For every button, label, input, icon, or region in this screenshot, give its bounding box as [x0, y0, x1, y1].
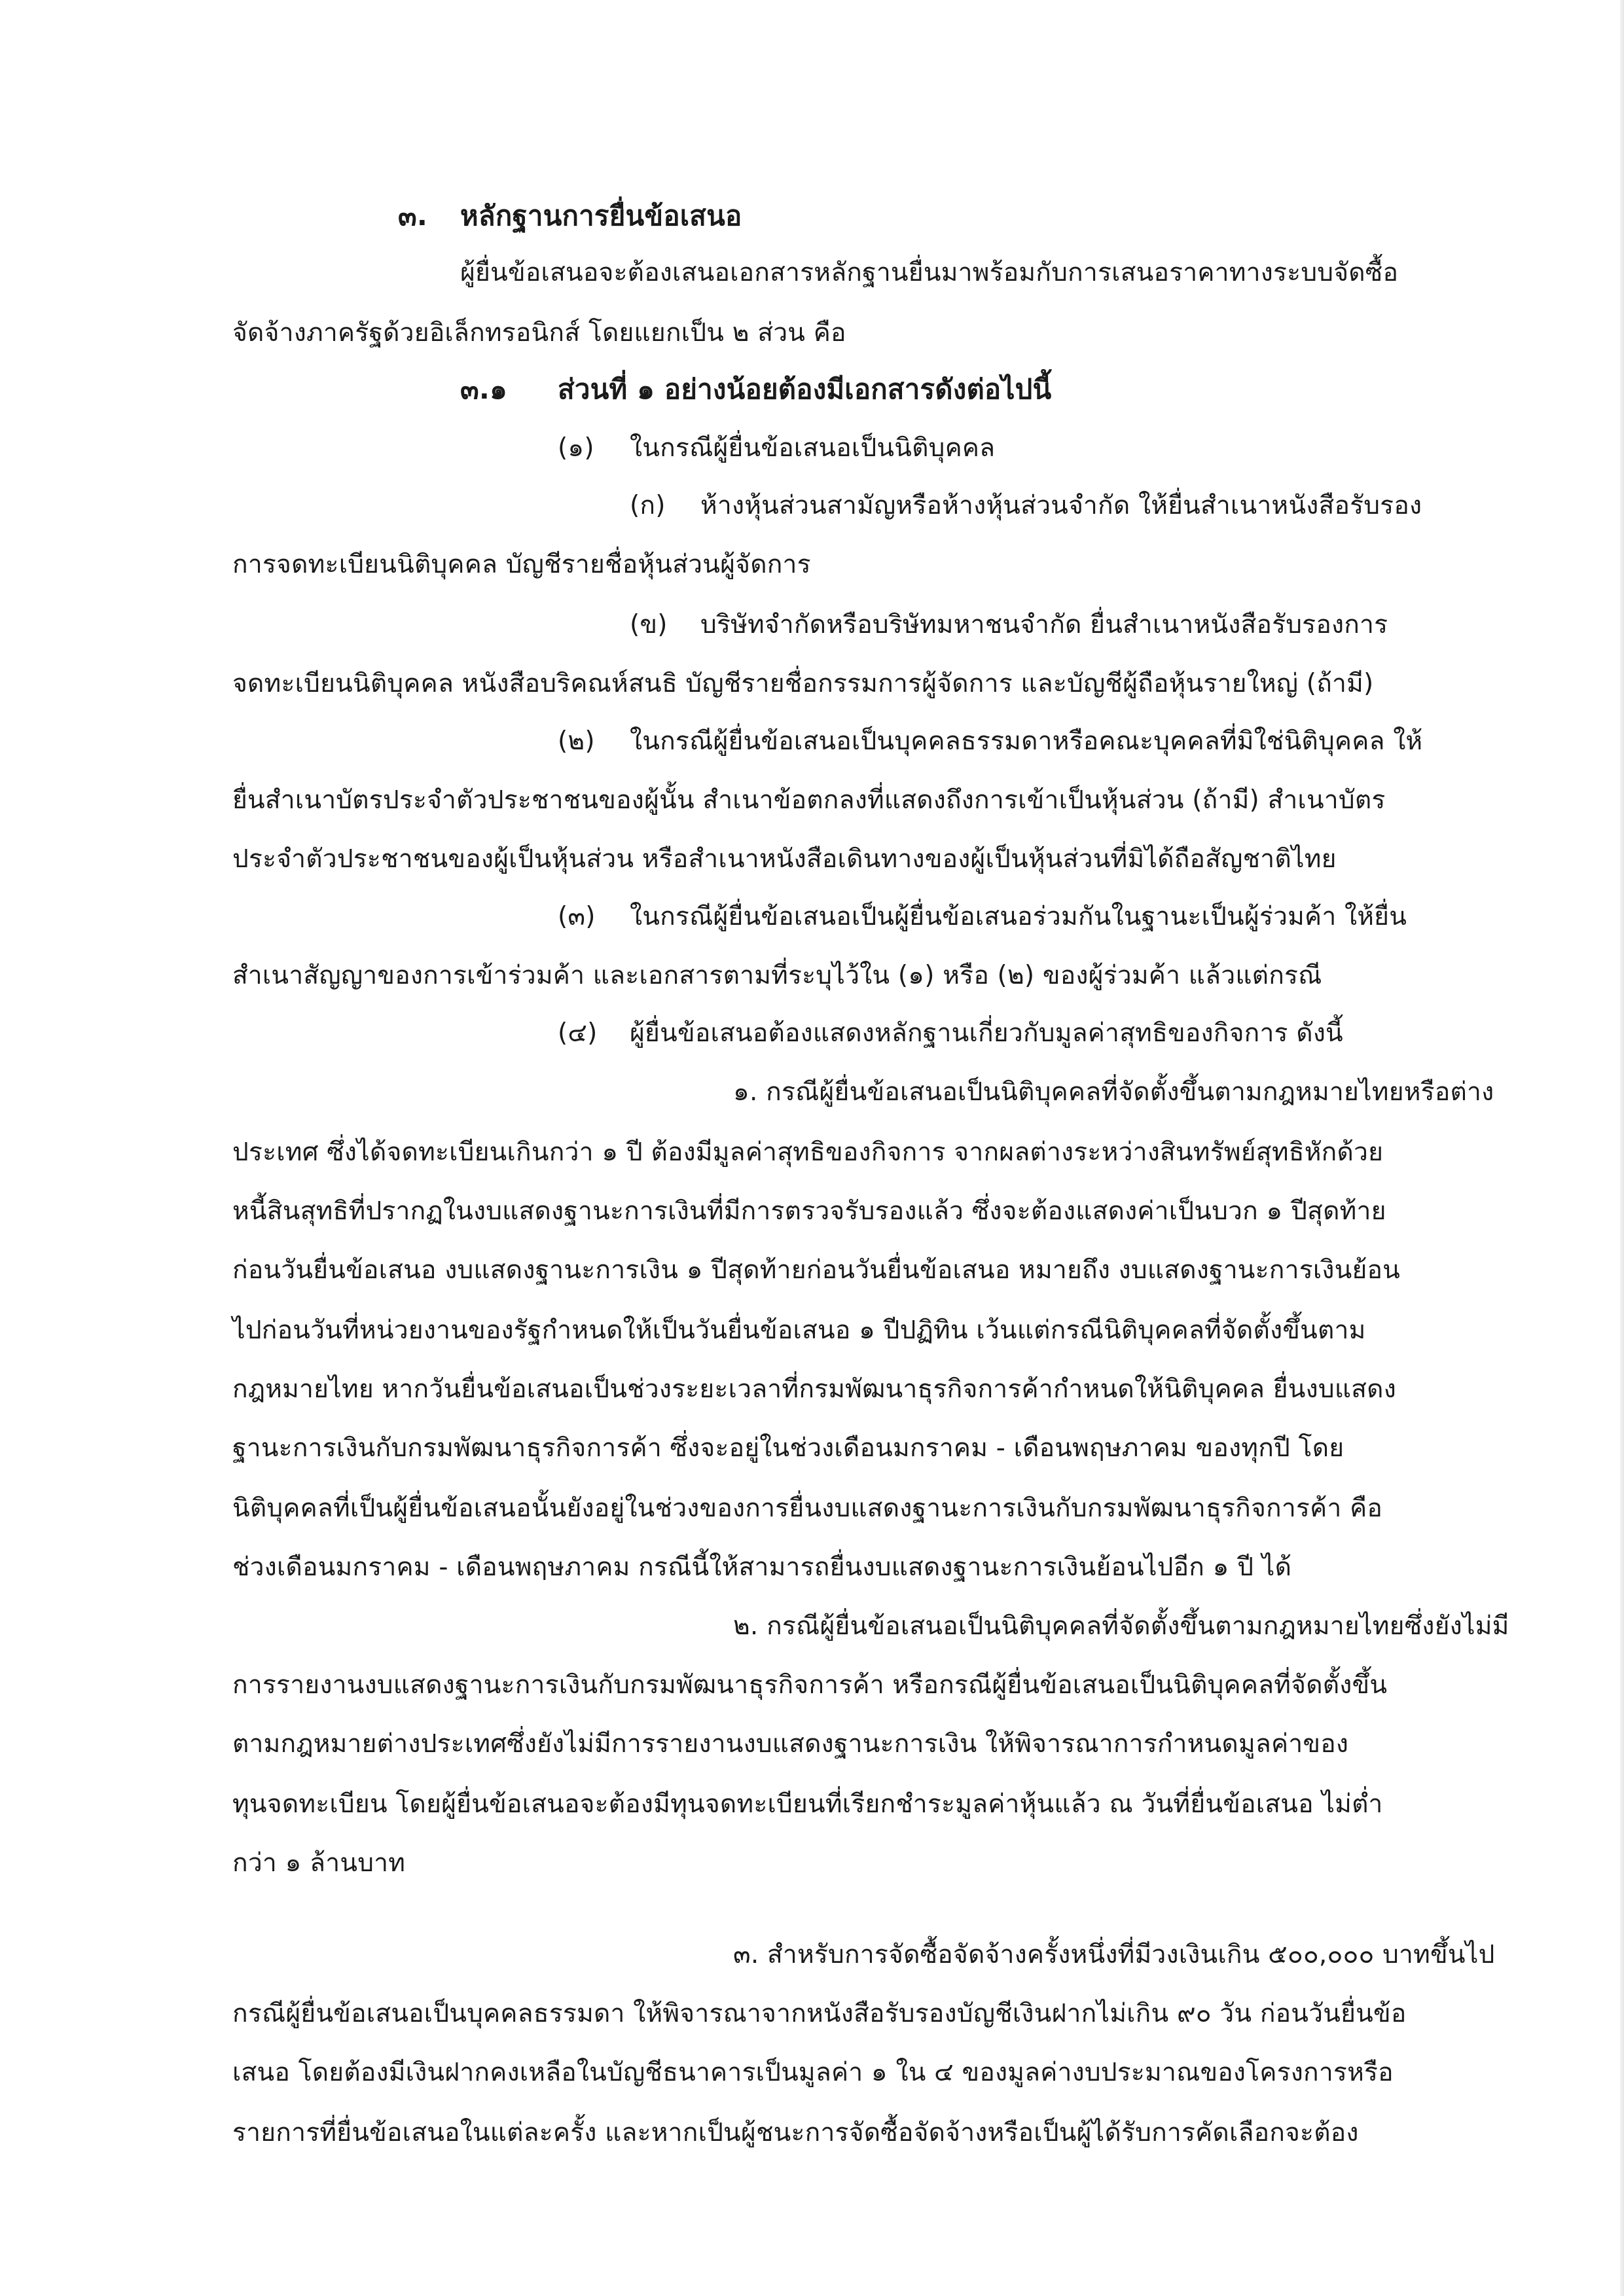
item-text: ในกรณีผู้ยื่นข้อเสนอเป็นผู้ยื่นข้อเสนอร่วมกันในฐานะเป็นผู้ร่วมค้า ให้ยื่น — [630, 902, 1407, 931]
intro-line: จัดจ้างภาครัฐด้วยอิเล็กทรอนิกส์ โดยแยกเป็น ๒ ส่วน คือ — [232, 318, 846, 348]
paragraph-line: ก่อนวันยื่นข้อเสนอ งบแสดงฐานะการเงิน ๑ ปีสุดท้ายก่อนวันยื่นข้อเสนอ หมายถึง งบแสดงฐานะการเงินย้อน — [232, 1255, 1401, 1285]
paragraph-line: ๓. สำหรับการจัดซื้อจัดจ้างครั้งหนึ่งที่มีวงเงินเกิน ๕๐๐,๐๐๐ บาทขึ้นไป — [733, 1940, 1495, 1969]
paragraph-line: หนี้สินสุทธิที่ปรากฏในงบแสดงฐานะการเงินที่มีการตรวจรับรองแล้ว ซึ่งจะต้องแสดงค่าเป็นบวก ๑ ปีสุดท้าย — [232, 1196, 1386, 1226]
item-number: (๓) — [558, 902, 596, 931]
paragraph-line: ๑. กรณีผู้ยื่นข้อเสนอเป็นนิติบุคคลที่จัดตั้งขึ้นตามกฎหมายไทยหรือต่าง — [733, 1077, 1494, 1107]
subsection-title: ส่วนที่ ๑ อย่างน้อยต้องมีเอกสารดังต่อไปนี้ — [558, 373, 1052, 405]
item-text: ในกรณีผู้ยื่นข้อเสนอเป็นนิติบุคคล — [630, 433, 996, 463]
subitem-text: บริษัทจำกัดหรือบริษัทมหาชนจำกัด ยื่นสำเนาหนังสือรับรองการ — [700, 610, 1388, 639]
section-title: หลักฐานการยื่นข้อเสนอ — [460, 200, 742, 232]
item-number: (๔) — [558, 1018, 598, 1048]
item-text: ผู้ยื่นข้อเสนอต้องแสดงหลักฐานเกี่ยวกับมูลค่าสุทธิของกิจการ ดังนี้ — [630, 1018, 1343, 1048]
paragraph-line: กฎหมายไทย หากวันยื่นข้อเสนอเป็นช่วงระยะเวลาที่กรมพัฒนาธุรกิจการค้ากำหนดให้นิติบุคคล ยื่นงบแสดง — [232, 1374, 1396, 1404]
section-number: ๓. — [398, 200, 428, 232]
item-text: ประจำตัวประชาชนของผู้เป็นหุ้นส่วน หรือสำเนาหนังสือเดินทางของผู้เป็นหุ้นส่วนที่มิได้ถือสัญชาติไทย — [232, 844, 1337, 874]
item-text: ในกรณีผู้ยื่นข้อเสนอเป็นบุคคลธรรมดาหรือคณะบุคคลที่มิใช่นิติบุคคล ให้ — [630, 726, 1423, 756]
paragraph-line: การรายงานงบแสดงฐานะการเงินกับกรมพัฒนาธุรกิจการค้า หรือกรณีผู้ยื่นข้อเสนอเป็นนิติบุคคลที่จัดตั้งขึ้น — [232, 1670, 1388, 1700]
paragraph-line: เสนอ โดยต้องมีเงินฝากคงเหลือในบัญชีธนาคารเป็นมูลค่า ๑ ใน ๔ ของมูลค่างบประมาณของโครงการหรือ — [232, 2058, 1394, 2087]
item-number: (๒) — [558, 726, 595, 756]
subitem-text: จดทะเบียนนิติบุคคล หนังสือบริคณห์สนธิ บัญชีรายชื่อกรรมการผู้จัดการ และบัญชีผู้ถือหุ้นรายใหญ่ (ถ้ามี) — [232, 669, 1374, 698]
paragraph-line: ไปก่อนวันที่หน่วยงานของรัฐกำหนดให้เป็นวันยื่นข้อเสนอ ๑ ปีปฏิทิน เว้นแต่กรณีนิติบุคคลที่จัดตั้งขึ้นตาม — [232, 1316, 1366, 1345]
subsection-number: ๓.๑ — [460, 373, 507, 405]
paragraph-line: ช่วงเดือนมกราคม - เดือนพฤษภาคม กรณีนี้ให้สามารถยื่นงบแสดงฐานะการเงินย้อนไปอีก ๑ ปี ได้ — [232, 1552, 1292, 1582]
intro-line: ผู้ยื่นข้อเสนอจะต้องเสนอเอกสารหลักฐานยื่นมาพร้อมกับการเสนอราคาทางระบบจัดซื้อ — [460, 258, 1399, 287]
item-number: (๑) — [558, 433, 594, 463]
paragraph-line: รายการที่ยื่นข้อเสนอในแต่ละครั้ง และหากเป็นผู้ชนะการจัดซื้อจัดจ้างหรือเป็นผู้ได้รับการคัดเลือกจะต้อง — [232, 2118, 1359, 2147]
paragraph-line: กรณีผู้ยื่นข้อเสนอเป็นบุคคลธรรมดา ให้พิจารณาจากหนังสือรับรองบัญชีเงินฝากไม่เกิน ๙๐ วัน ก่อนวันยื่นข้อ — [232, 1999, 1407, 2028]
item-text: ยื่นสำเนาบัตรประจำตัวประชาชนของผู้นั้น สำเนาข้อตกลงที่แสดงถึงการเข้าเป็นหุ้นส่วน (ถ้ามี) สำเนาบัตร — [232, 785, 1386, 815]
subitem-text: การจดทะเบียนนิติบุคคล บัญชีรายชื่อหุ้นส่วนผู้จัดการ — [232, 550, 811, 579]
scan-edge-shadow — [1620, 0, 1624, 2296]
paragraph-line: ทุนจดทะเบียน โดยผู้ยื่นข้อเสนอจะต้องมีทุนจดทะเบียนที่เรียกชำระมูลค่าหุ้นแล้ว ณ วันที่ยื่นข้อเสนอ ไม่ต่ำ — [232, 1789, 1383, 1819]
paragraph-line: ฐานะการเงินกับกรมพัฒนาธุรกิจการค้า ซึ่งจะอยู่ในช่วงเดือนมกราคม - เดือนพฤษภาคม ของทุกปี โดย — [232, 1433, 1344, 1463]
subitem-number: (ข) — [630, 610, 668, 639]
paragraph-line: กว่า ๑ ล้านบาท — [232, 1848, 406, 1878]
paragraph-line: นิติบุคคลที่เป็นผู้ยื่นข้อเสนอนั้นยังอยู่ในช่วงของการยื่นงบแสดงฐานะการเงินกับกรมพัฒนาธุรกิจการค้า คือ — [232, 1494, 1382, 1523]
subitem-number: (ก) — [630, 491, 666, 520]
paragraph-line: ตามกฎหมายต่างประเทศซึ่งยังไม่มีการรายงานงบแสดงฐานะการเงิน ให้พิจารณาการกำหนดมูลค่าของ — [232, 1729, 1349, 1759]
paragraph-line: ประเทศ ซึ่งได้จดทะเบียนเกินกว่า ๑ ปี ต้องมีมูลค่าสุทธิของกิจการ จากผลต่างระหว่างสินทรัพย์สุทธิหักด้วย — [232, 1138, 1384, 1167]
paragraph-line: ๒. กรณีผู้ยื่นข้อเสนอเป็นนิติบุคคลที่จัดตั้งขึ้นตามกฎหมายไทยซึ่งยังไม่มี — [733, 1611, 1509, 1641]
subitem-text: ห้างหุ้นส่วนสามัญหรือห้างหุ้นส่วนจำกัด ให้ยื่นสำเนาหนังสือรับรอง — [700, 491, 1422, 520]
item-text: สำเนาสัญญาของการเข้าร่วมค้า และเอกสารตามที่ระบุไว้ใน (๑) หรือ (๒) ของผู้ร่วมค้า แล้วแต่กรณี — [232, 961, 1322, 990]
